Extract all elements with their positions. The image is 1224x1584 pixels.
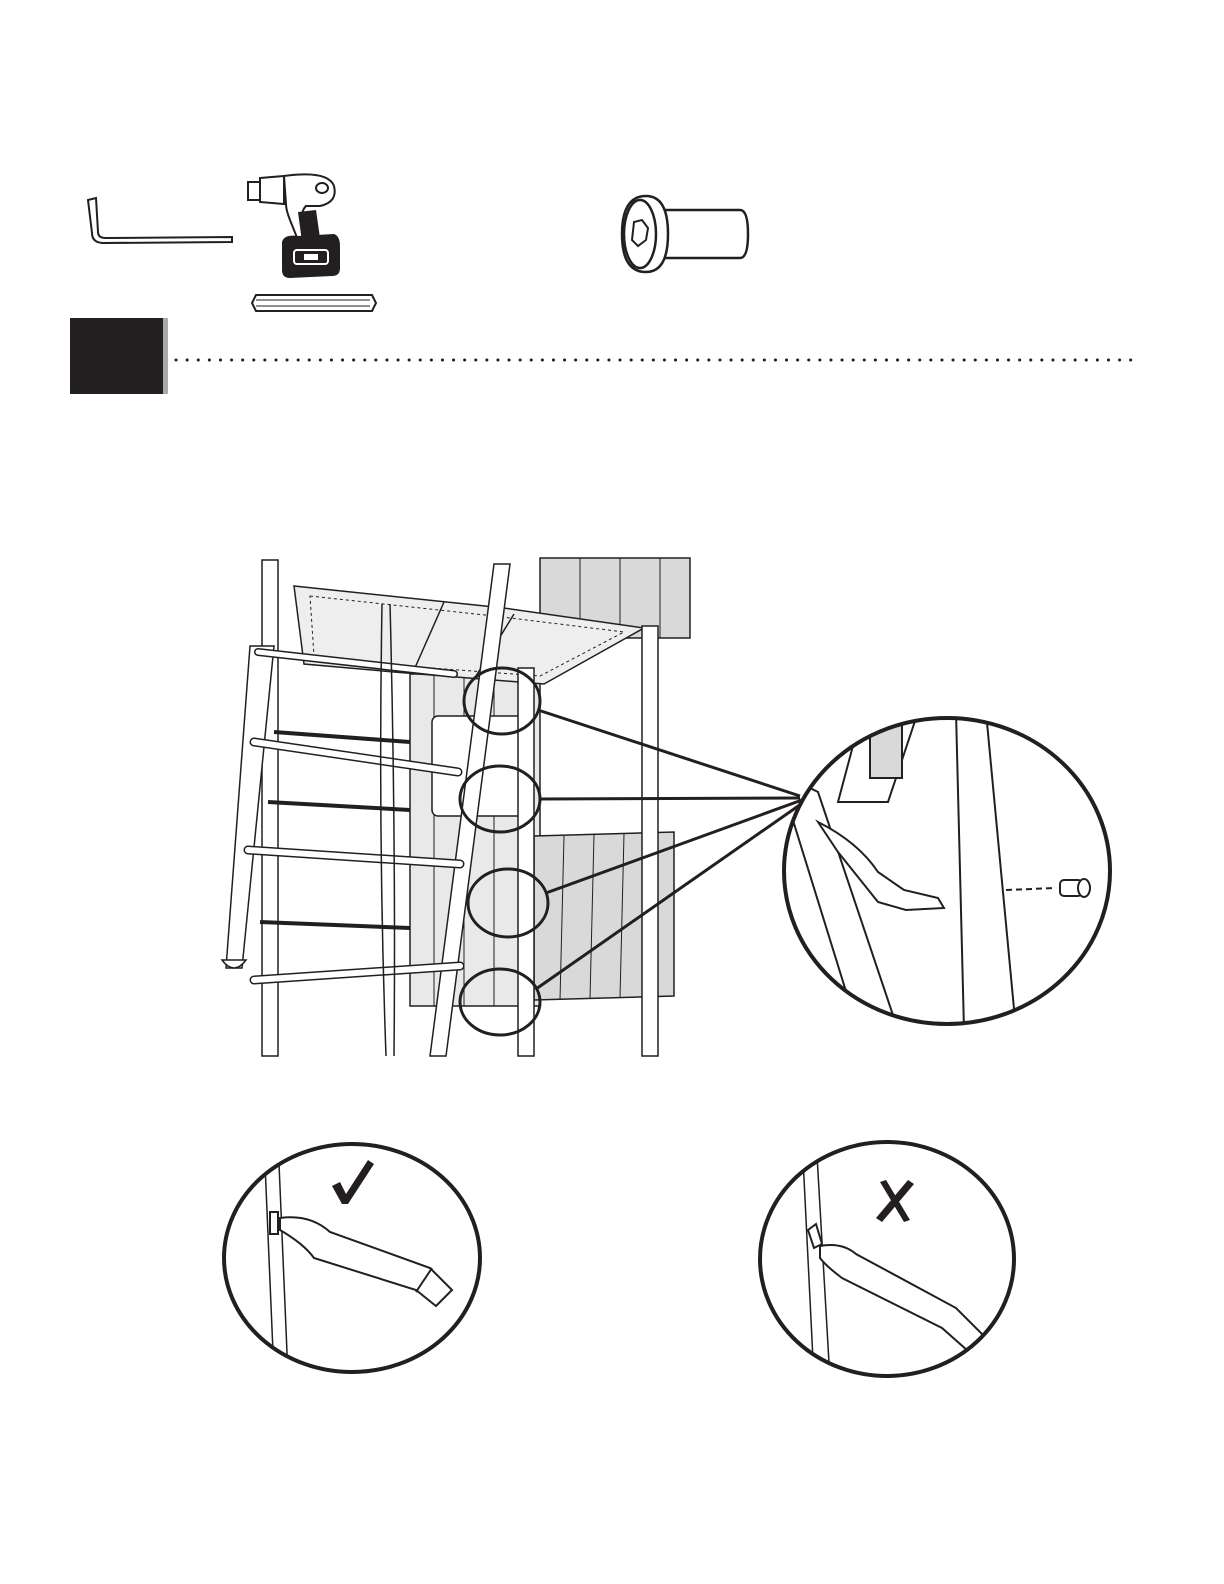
hex-socket-bolt-icon (612, 192, 754, 276)
correct-check-icon (328, 1156, 376, 1206)
step-dotted-divider (174, 356, 1140, 364)
allen-key-icon (82, 196, 238, 246)
hex-bit-icon (250, 292, 378, 314)
step-number-block (70, 318, 168, 394)
incorrect-cross-icon (872, 1178, 916, 1224)
power-drill-icon (246, 172, 346, 280)
bolt-insertion-detail (778, 712, 1116, 1030)
incorrect-example-detail (756, 1138, 1018, 1380)
